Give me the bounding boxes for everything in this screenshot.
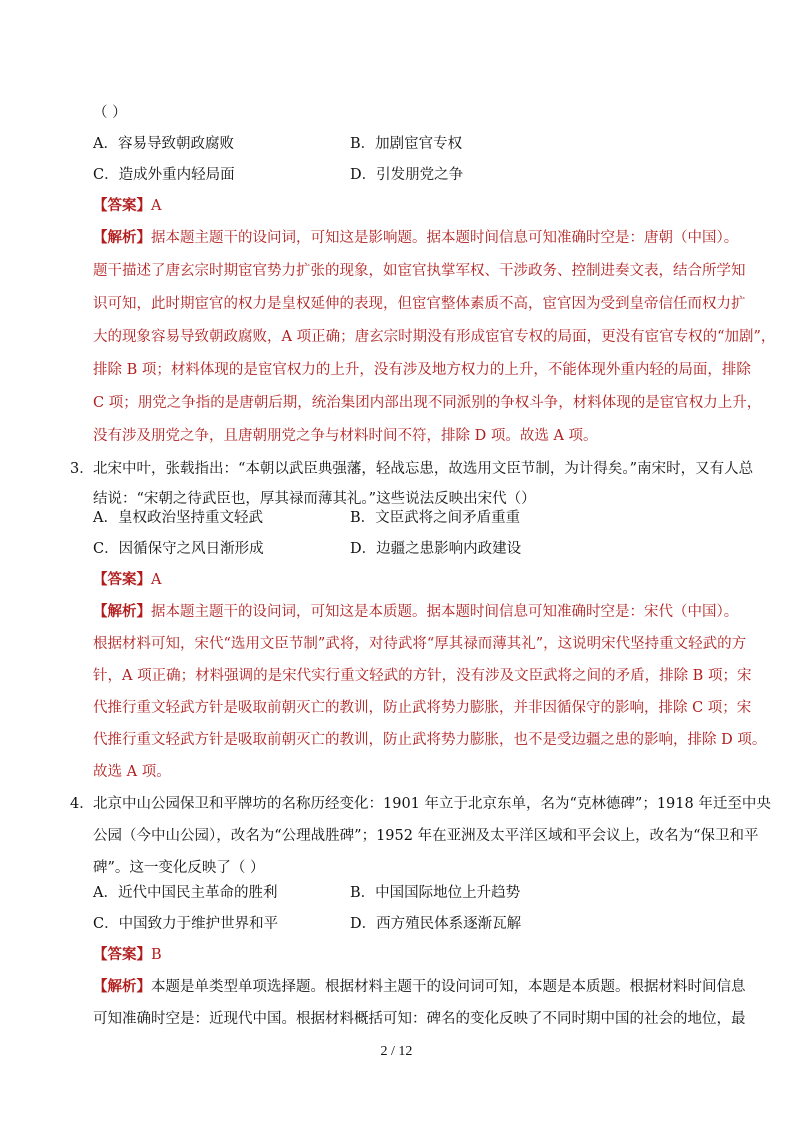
- q4-option-c: C．中国致力于维护世界和平: [93, 916, 279, 932]
- q3-option-c: C．因循保守之风日渐形成: [93, 541, 264, 557]
- q2-option-d: D．引发朋党之争: [350, 167, 464, 183]
- q4-number: 4．: [70, 796, 94, 812]
- q2-answer-tag: 【答案】: [93, 197, 151, 214]
- q3-analysis-line-1: 根据材料可知，宋代“选用文臣节制”武将，对待武将“厚其禄而薄其礼”，这说明宋代坚持重文轻武的方: [93, 636, 747, 652]
- q4-answer: [93, 946, 162, 964]
- q4-analysis-line-1: 可知准确时空是：近现代中国。根据材料概括可知：碑名的变化反映了不同时期中国的社会的地位，最: [93, 1011, 746, 1027]
- q3-number: 3．: [70, 461, 94, 477]
- q4-stem-line-1: 公园（今中山公园），改名为“公理战胜碑”；1952 年在亚洲及太平洋区域和平会议上，改名为“保卫和平: [93, 828, 759, 844]
- q2-option-a: A．容易导致朝政腐败: [93, 136, 234, 152]
- q2-answer-value: A: [151, 198, 162, 214]
- q3-option-b: B．文臣武将之间矛盾重重: [350, 510, 521, 526]
- q3-analysis-line-2: 针，A 项正确；材料强调的是宋代实行重文轻武的方针，没有涉及文臣武将之间的矛盾，排除 B 项；宋: [93, 668, 752, 684]
- q3-stem-line-0: 北宋中叶，张载指出：“本朝以武臣典强藩，轻战忘患，故选用文臣节制，为计得矣。”南宋时，又有人总: [93, 461, 754, 477]
- q4-option-d: D．西方殖民体系逐渐瓦解: [350, 916, 522, 932]
- page-number: 2 / 12: [380, 1044, 413, 1059]
- q2-analysis-line-2: 识可知，此时期宦官的权力是皇权延伸的表现，但宦官整体素质不高，宦官因为受到皇帝信任而权力扩: [93, 296, 746, 312]
- q3-option-d: D．边疆之患影响内政建设: [350, 541, 522, 557]
- q2-analysis-line-0: 【解析】据本题主题干的设问词，可知这是影响题。据本题时间信息可知准确时空是：唐朝（中国）。: [93, 229, 739, 246]
- q3-analysis-tag: 【解析】: [93, 603, 151, 620]
- q4-stem-line-0: 北京中山公园保卫和平牌坊的名称历经变化：1901 年立于北京东单，名为“克林德碑”；1918 年迁至中央: [93, 796, 771, 812]
- q2-option-b: B．加剧宦官专权: [350, 136, 463, 152]
- q2-analysis-line-5: C 项；朋党之争指的是唐朝后期，统治集团内部出现不同派别的争权斗争，材料体现的是宦官权力上升，: [93, 395, 762, 411]
- q2-analysis-line-4: 排除 B 项；材料体现的是宦官权力的上升，没有涉及地方权力的上升，不能体现外重内轻的局面，排除: [93, 362, 751, 378]
- q4-option-a: A．近代中国民主革命的胜利: [93, 885, 278, 901]
- q3-analysis-line-4: 代推行重文轻武方针是吸取前朝灭亡的教训，防止武将势力膨胀，也不是受边疆之患的影响，排除 D 项。: [93, 732, 767, 748]
- q2-analysis-line-3: 大的现象容易导致朝政腐败，A 项正确；唐玄宗时期没有形成宦官专权的局面，更没有宦官专权的“加剧”，: [93, 329, 776, 345]
- q3-analysis-line-5: 故选 A 项。: [93, 764, 171, 780]
- q3-analysis-line-0: 【解析】据本题主题干的设问词，可知这是本质题。据本题时间信息可知准确时空是：宋代（中国）。: [93, 603, 739, 620]
- q4-analysis-line-0: 【解析】本题是单类型单项选择题。根据材料主题干的设问词可知，本题是本质题。根据材料时间信息: [93, 978, 746, 995]
- q4-answer-tag: 【答案】: [93, 946, 151, 963]
- q3-option-a: A．皇权政治坚持重文轻武: [93, 510, 263, 526]
- q3-answer: [93, 571, 161, 589]
- q2-analysis-tag: 【解析】: [93, 229, 151, 246]
- q4-analysis-tag: 【解析】: [93, 978, 151, 995]
- q2-analysis-line-6: 没有涉及朋党之争，且唐朝朋党之争与材料时间不符，排除 D 项。故选 A 项。: [93, 428, 598, 444]
- q3-answer-value: A: [151, 572, 162, 588]
- q2-analysis-line-1: 题干描述了唐玄宗时期宦官势力扩张的现象，如宦官执掌军权、干涉政务、控制进奏文表，结合所学知: [93, 263, 746, 279]
- q3-analysis-line-3: 代推行重文轻武方针是吸取前朝灭亡的教训，防止武将势力膨胀，并非因循保守的影响，排除 C 项；宋: [93, 700, 752, 716]
- q2-answer: [93, 197, 161, 215]
- q4-stem-line-2: 碑”。这一变化反映了（ ）: [93, 860, 265, 876]
- q4-answer-value: B: [151, 947, 162, 963]
- q2-option-c: C．造成外重内轻局面: [93, 167, 235, 183]
- q3-stem-line-1: 结说：“宋朝之待武臣也，厚其禄而薄其礼。”这些说法反映出宋代（）: [93, 491, 536, 507]
- q3-answer-tag: 【答案】: [93, 571, 151, 588]
- q2-bracket: （ ）: [93, 105, 127, 121]
- q4-option-b: B．中国国际地位上升趋势: [350, 885, 521, 901]
